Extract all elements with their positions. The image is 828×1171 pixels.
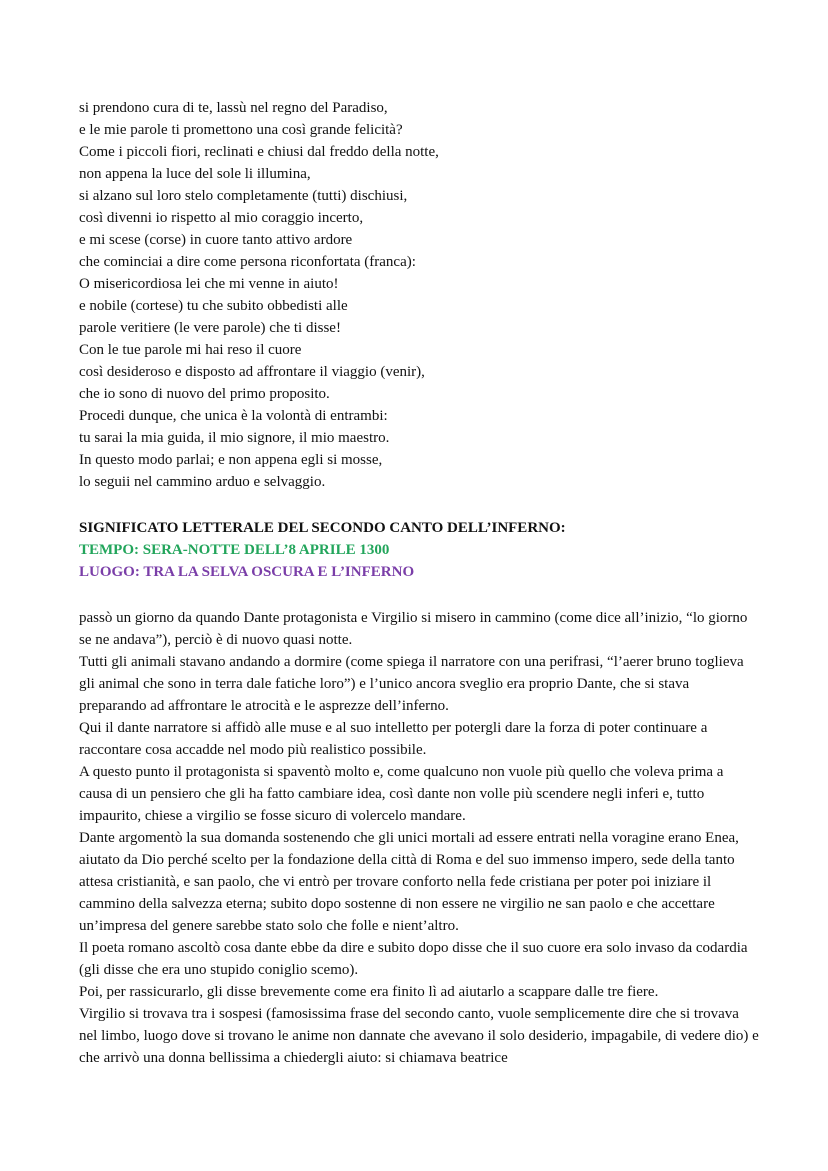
poem-line: O misericordiosa lei che mi venne in aiuto!: [79, 276, 339, 292]
section-headings: [79, 517, 759, 583]
poem-line: così desideroso e disposto ad affrontare il viaggio (venir),: [79, 364, 425, 380]
poem-line: Come i piccoli fiori, reclinati e chiusi dal freddo della notte,: [79, 144, 439, 160]
time-heading: TEMPO: SERA-NOTTE DELL’8 APRILE 1300: [79, 542, 390, 558]
poem-line: Procedi dunque, che unica è la volontà di entrambi:: [79, 408, 388, 424]
poem-line: parole veritiere (le vere parole) che ti disse!: [79, 320, 341, 336]
paragraph: Il poeta romano ascoltò cosa dante ebbe da dire e subito dopo disse che il suo cuore era solo invaso da codardia (gli disse che era uno stupido coniglio scemo).: [79, 940, 748, 978]
poem-line: che cominciai a dire come persona riconfortata (franca):: [79, 254, 416, 270]
poem-line: si alzano sul loro stelo completamente (tutti) dischiusi,: [79, 188, 408, 204]
paragraph: Tutti gli animali stavano andando a dormire (come spiega il narratore con una perifrasi, “l’aerer bruno toglieva gli animal che sono in terra dale fatiche loro”) e l’unico ancora sveglio era proprio Dante, che si stava preparando ad affrontare le atrocità e le asprezze dell’inferno.: [79, 654, 744, 714]
paragraph: A questo punto il protagonista si spaventò molto e, come qualcuno non vuole più quello che voleva prima a causa di un pensiero che gli ha fatto cambiare idea, così dante non volle più scendere negli inferi e, tutto impaurito, chiese a virgilio se fosse sicuro di volercelo mandare.: [79, 764, 724, 824]
poem-line: Con le tue parole mi hai reso il cuore: [79, 342, 302, 358]
poem-line: e le mie parole ti promettono una così grande felicità?: [79, 122, 403, 138]
poem-line: e mi scese (corse) in cuore tanto attivo ardore: [79, 232, 353, 248]
page-content: [79, 97, 759, 1069]
poem-line: lo seguii nel cammino arduo e selvaggio.: [79, 474, 326, 490]
summary-body: [79, 607, 759, 1069]
poem-line: si prendono cura di te, lassù nel regno del Paradiso,: [79, 100, 388, 116]
paragraph: Virgilio si trovava tra i sospesi (famosissima frase del secondo canto, vuole semplicemente dire che si trovava nel limbo, luogo dove si trovano le anime non dannate che avevano il solo desiderio, impagabile, di vedere dio) e che arrivò una donna bellissima a chiedergli aiuto: si chiamava beatrice: [79, 1006, 759, 1066]
poem-translation: [79, 97, 759, 493]
poem-line: In questo modo parlai; e non appena egli si mosse,: [79, 452, 383, 468]
paragraph: Poi, per rassicurarlo, gli disse brevemente come era finito lì ad aiutarlo a scappare dalle tre fiere.: [79, 984, 659, 1000]
poem-line: e nobile (cortese) tu che subito obbedisti alle: [79, 298, 348, 314]
paragraph: Qui il dante narratore si affidò alle muse e al suo intelletto per potergli dare la forza di poter continuare a raccontare cosa accadde nel modo più realistico possibile.: [79, 720, 708, 758]
place-heading: LUOGO: TRA LA SELVA OSCURA E L’INFERNO: [79, 564, 415, 580]
poem-line: tu sarai la mia guida, il mio signore, il mio maestro.: [79, 430, 390, 446]
poem-line: non appena la luce del sole li illumina,: [79, 166, 311, 182]
section-title: SIGNIFICATO LETTERALE DEL SECONDO CANTO DELL’INFERNO:: [79, 520, 566, 536]
poem-line: che io sono di nuovo del primo proposito.: [79, 386, 330, 402]
paragraph: passò un giorno da quando Dante protagonista e Virgilio si misero in cammino (come dice all’inizio, “lo giorno se ne andava”), perciò è di nuovo quasi notte.: [79, 610, 748, 648]
poem-line: così divenni io rispetto al mio coraggio incerto,: [79, 210, 364, 226]
paragraph: Dante argomentò la sua domanda sostenendo che gli unici mortali ad essere entrati nella voragine erano Enea, aiutato da Dio perché scelto per la fondazione della città di Roma e del suo immenso impero, sede della tanto attesa cristianità, e san paolo, che vi entrò per trovare conforto nella fede cristiana per poter poi iniziare il cammino della salvezza eterna; subito dopo sostenne di non essere ne virgilio ne san paolo e che accettare un’impresa del genere sarebbe stato solo che folle e nient’altro.: [79, 830, 739, 934]
